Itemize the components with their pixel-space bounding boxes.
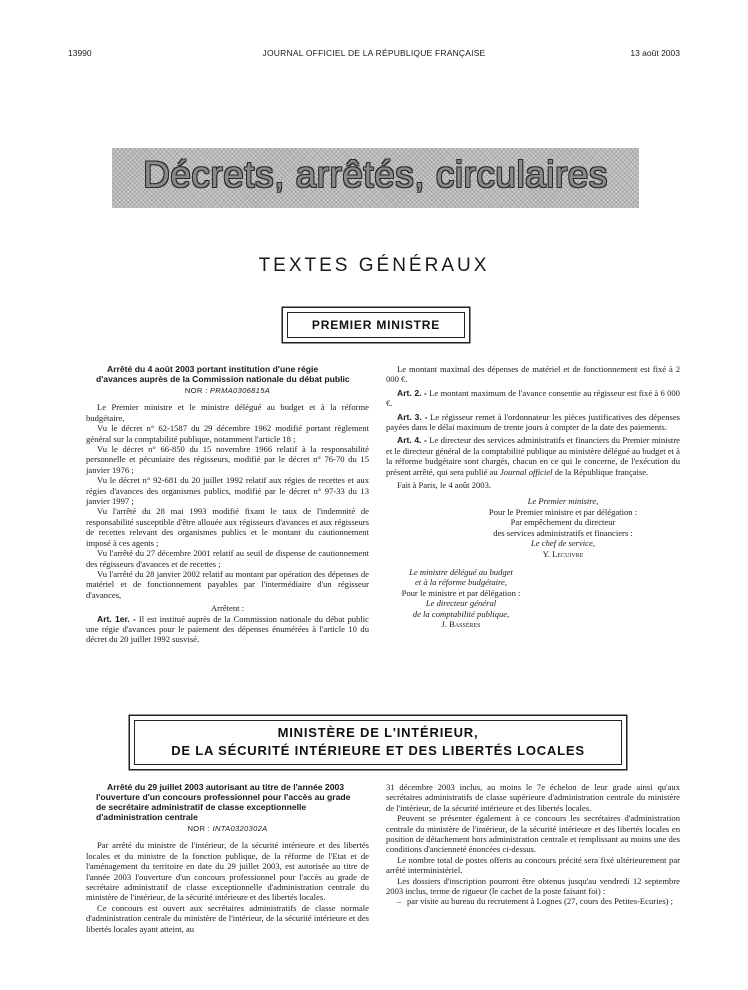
- decree2-para2: Ce concours est ouvert aux secrétaires administratifs de classe normale d'administration centrale du ministère de l'intérieur, de la sécurité intérieure et des libertés locales ayant atteint, au: [86, 902, 369, 934]
- journal-officiel-ref: Journal officiel: [499, 466, 553, 477]
- decree1-fait: Fait à Paris, le 4 août 2003.: [397, 480, 492, 491]
- sig1-name: Y. Lecuivre: [542, 548, 584, 559]
- decree2-para1: Par arrêté du ministre de l'intérieur, de la sécurité intérieure et des libertés locales et du ministre de la fonction publique, de la réforme de l'Etat et de l'aménagement du territoire en date du 29 juillet 2003, est autorisée au titre de l'année 2003 l'ouverture d'un concours professionnel pour l'accès au grade de secrétaire administratif de classe exceptionnelle d'administration centrale du ministère de l'intérieur, de la sécurité intérieure et des libertés locales.: [86, 840, 369, 903]
- ministry-box-premier-ministre: PREMIER MINISTRE: [287, 312, 465, 338]
- article-text: Le directeur des services administratifs et financiers du Premier ministre et le directeur général de la comptabilité publique au ministère délégué au budget et à la réforme budgétaire sont chargés, chacun en ce qui le concerne, de l'exécution du présent arrêté, qui sera publié au: [386, 435, 680, 477]
- nor-code: INTA0320302A: [212, 824, 268, 833]
- decree1-para2: Vu le décret n° 62-1587 du 29 décembre 1962 modifié portant règlement général sur la comptabilité publique, notamment l'article 18 ;: [86, 423, 369, 444]
- decree2-title: Arrêté du 29 juillet 2003 autorisant au titre de l'année 2003 l'ouverture d'un concours professionnel pour l'accès au grade de secrétaire administratif de classe exceptionnelle d'administration centrale: [96, 782, 351, 822]
- sig1-line4: Le chef de service,: [531, 538, 595, 549]
- signature-block-2: [386, 567, 536, 629]
- decree2-para3: 31 décembre 2003 inclus, au moins le 7e échelon de leur grade ainsi qu'aux secrétaires administratifs de classe supérieure d'administration centrale du ministère de l'intérieur, de la sécurité intérieure et des libertés locales.: [386, 782, 680, 813]
- decree1-arretent: Arrêtent :: [210, 603, 245, 614]
- issue-date: 13 août 2003: [630, 48, 680, 58]
- sig2-title-b: et à la réforme budgétaire,: [414, 577, 508, 588]
- decree1-article-3: [386, 412, 680, 433]
- sig1-line3: des services administratifs et financiers :: [493, 527, 633, 538]
- article-label: Art. 4. -: [397, 435, 427, 446]
- article-text: Le montant maximum de l'avance consentie au régisseur est fixé à 6 000 €.: [386, 387, 680, 409]
- decree1-para4: Vu le décret n° 92-681 du 20 juillet 1992 relatif aux régies de recettes et aux régies d'avances des organismes publics, modifié par le décret n° 97-33 du 13 janvier 1997 ;: [86, 475, 369, 507]
- decree1-right-column: [386, 364, 680, 629]
- dash-marker: –: [397, 896, 402, 907]
- decree2-para4: Peuvent se présenter également à ce concours les secrétaires d'administration centrale du ministère de l'intérieur, de la sécurité intérieure et des libertés locales en position de détachement hors administration centrale et remplissant au moins une des conditions d'ancienneté énoncées ci-dessus.: [386, 813, 680, 855]
- article-text: Le régisseur remet à l'ordonnateur les pièces justificatives des dépenses payées dans le délai maximum de trente jours à compter de la date des paiements.: [386, 411, 680, 433]
- journal-title: JOURNAL OFFICIEL DE LA RÉPUBLIQUE FRANÇAISE: [262, 48, 486, 58]
- section-banner: [112, 148, 639, 208]
- decree1-para5: Vu l'arrêté du 28 mai 1993 modifié fixant le taux de l'indemnité de responsabilité susceptible d'être allouée aux régisseurs d'avances et aux régisseurs de recettes relevant des organismes publics et le montant du cautionnement imposé à ces agents ;: [86, 506, 369, 548]
- sig2-title-a: Le ministre délégué au budget: [409, 566, 513, 577]
- decree1-article-4: [386, 435, 680, 477]
- sig2-line3: de la comptabilité publique,: [412, 608, 510, 619]
- decree2-bullet1: [386, 896, 680, 906]
- article-text: Il est institué auprès de la Commission nationale du débat public une régie d'avances pour le paiement des dépenses énumérées à l'article 10 du décret du 20 juillet 1992 susvisé.: [86, 613, 369, 645]
- decree1-nor: [86, 386, 369, 396]
- decree1-para3: Vu le décret n° 66-850 du 15 novembre 1966 relatif à la responsabilité personnelle et pécuniaire des régisseurs, modifié par le décret n° 76-70 du 15 janvier 1976 ;: [86, 444, 369, 475]
- sig1-title: Le Premier ministre,: [527, 496, 599, 507]
- nor-label: NOR :: [187, 824, 211, 833]
- sig2-line2: Le directeur général: [425, 598, 497, 609]
- signature-block-1: [446, 496, 680, 558]
- decree2-para5: Le nombre total de postes offerts au concours précité sera fixé ultérieurement par arrêté interministériel.: [386, 854, 680, 876]
- article-text-end: de la République française.: [554, 466, 649, 477]
- nor-code: PRMA0306815A: [209, 386, 271, 395]
- decree1-montant: Le montant maximal des dépenses de matériel et de fonctionnement est fixé à 2 000 €.: [386, 364, 680, 385]
- article-label: Art. 2. -: [397, 387, 427, 398]
- decree2-right-column: [386, 782, 680, 907]
- decree1-para6: Vu l'arrêté du 27 décembre 2001 relatif au seuil de dispense de cautionnement des régisseurs d'avances et de recettes ;: [86, 548, 369, 569]
- article-label: Art. 1er. -: [97, 613, 136, 624]
- decree1-left-column: [86, 364, 369, 645]
- decree1-para7: Vu l'arrêté du 28 janvier 2002 relatif au montant par opération des dépenses de matériel et de fonctionnement payables par l'intermédiaire d'un régisseur d'avances,: [86, 568, 369, 600]
- bullet-text: par visite au bureau du recrutement à Lognes (27, cours des Petites-Ecuries) ;: [407, 896, 674, 907]
- sig2-line1: Pour le ministre et par délégation :: [401, 587, 521, 598]
- banner-title: Décrets, arrêtés, circulaires: [143, 154, 608, 195]
- ministry2-line1: MINISTÈRE DE L'INTÉRIEUR,: [277, 725, 479, 740]
- nor-label: NOR :: [184, 386, 208, 395]
- sig2-name: J. Bassères: [441, 618, 481, 629]
- decree1-article-2: [386, 388, 680, 409]
- article-label: Art. 3. -: [397, 411, 428, 422]
- decree2-nor: [86, 824, 369, 834]
- page-number: 13990: [68, 48, 92, 58]
- decree1-article-1: [86, 614, 369, 645]
- sig1-line2: Par empêchement du directeur: [510, 517, 616, 528]
- sig1-line1: Pour le Premier ministre et par délégation :: [488, 506, 638, 517]
- decree2-para6: Les dossiers d'inscription pourront être obtenus jusqu'au vendredi 12 septembre 2003 inclus, terme de rigueur (le cachet de la poste faisant foi) :: [386, 875, 680, 897]
- section-title: TEXTES GÉNÉRAUX: [258, 255, 490, 276]
- decree1-title: Arrêté du 4 août 2003 portant institution d'une régie d'avances auprès de la Commission nationale du débat public: [96, 364, 350, 384]
- running-header: [68, 48, 680, 62]
- decree1-para1: Le Premier ministre et le ministre délégué au budget et à la réforme budgétaire,: [86, 402, 369, 423]
- ministry-box-interieur: [134, 720, 622, 765]
- ministry2-line2: DE LA SÉCURITÉ INTÉRIEURE ET DES LIBERTÉS LOCALES: [171, 743, 585, 758]
- decree2-left-column: [86, 782, 369, 934]
